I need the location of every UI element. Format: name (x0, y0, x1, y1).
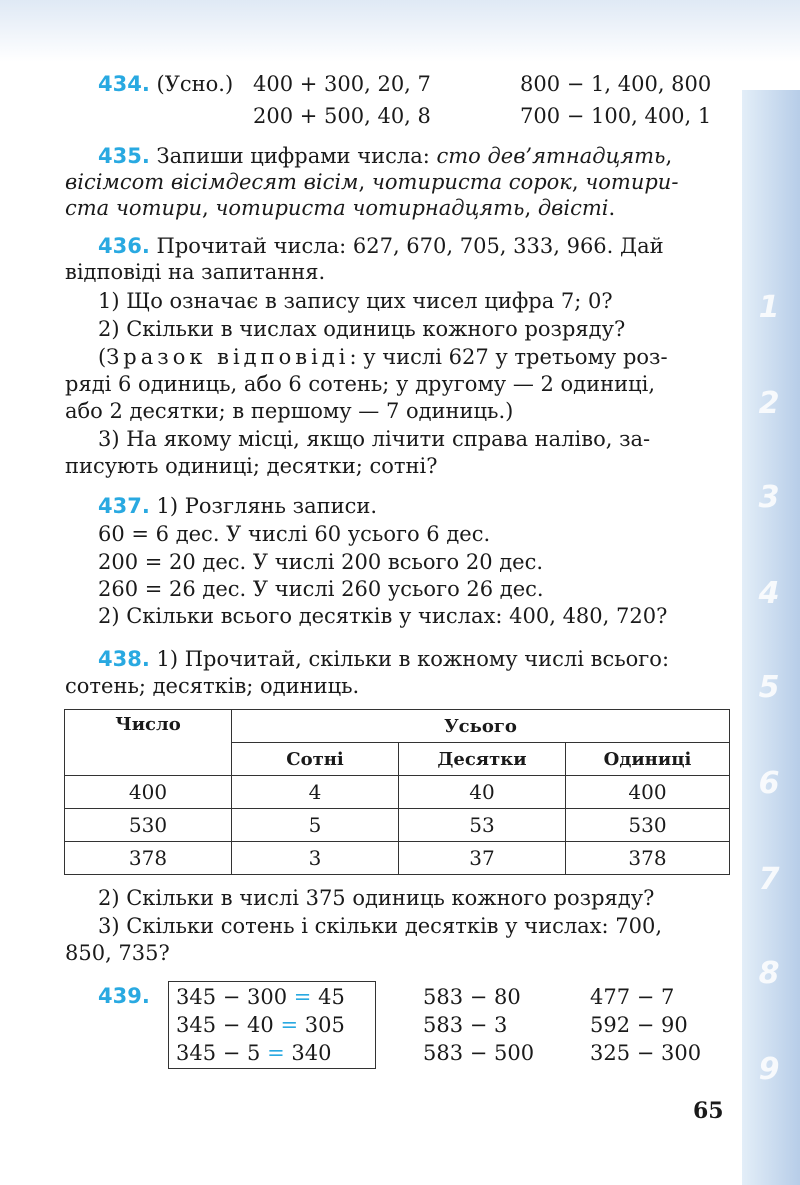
ex439-expr: 583 − 3 (423, 1013, 508, 1037)
ex436-line1 (98, 232, 664, 260)
equals-sign: = (280, 1013, 299, 1037)
side-tab-5: 5 (758, 670, 780, 705)
ex435-c3: , (571, 170, 586, 194)
ex435-c4: , (201, 196, 216, 220)
ex439-expr: 477 − 7 (590, 985, 675, 1009)
ex437-t1: 1) Розглянь записи. (156, 494, 378, 518)
ex436-t2: відповіді на запитання. (65, 260, 326, 284)
side-tab-2: 2 (758, 386, 780, 421)
side-tab-9: 9 (758, 1052, 780, 1087)
exercise-number: 437. (98, 494, 150, 518)
ex434-line1 (98, 70, 233, 98)
table-cell: 40 (399, 776, 566, 809)
table-cell: 37 (399, 842, 566, 875)
table-cell: 530 (65, 809, 232, 842)
col-header-total: Усього (232, 710, 730, 743)
exercise-number: 436. (98, 234, 150, 258)
exercise-number: 439. (98, 984, 150, 1008)
table-row (65, 776, 730, 809)
ex435-line1 (98, 142, 672, 170)
side-tab-7: 7 (758, 862, 780, 897)
ex435-i5: ста чотири (65, 196, 202, 220)
col-header-tens: Десятки (399, 743, 566, 776)
ex436-sample (98, 343, 668, 371)
ex435-c2: , (358, 170, 372, 194)
ex435-i6: чотириста чотирнадцять (215, 196, 525, 220)
ex439-expr: 583 − 500 (423, 1041, 535, 1065)
side-tab-3: 3 (758, 480, 780, 515)
table-cell: 378 (566, 842, 730, 875)
ex436-s-rest: : у числі 627 у третьому роз- (349, 345, 668, 369)
ex435-i1: сто дев’ятнадцять (436, 144, 666, 168)
col-header-hundreds: Сотні (232, 743, 399, 776)
col-header-number: Число (65, 710, 232, 776)
ex439-boxed-row (176, 1039, 331, 1067)
ex436-q1: 1) Що означає в запису цих чисел цифра 7; 0? (98, 289, 613, 313)
ex435-line3 (65, 194, 615, 222)
ex439-boxed-row (176, 1011, 345, 1039)
table-cell: 4 (232, 776, 399, 809)
ex437-r1: 60 = 6 дес. У числі 60 усього 6 дес. (98, 522, 491, 546)
ex439-expr: 325 − 300 (590, 1041, 702, 1065)
ex438-t1: 1) Прочитай, скільки в кожному числі всього: (156, 647, 670, 671)
ex434-prefix: (Усно.) (156, 72, 234, 96)
expr-left: 345 − 300 (176, 985, 294, 1009)
ex436-s-open: ( (98, 345, 107, 369)
ex434-l1: 400 + 300, 20, 7 (253, 72, 431, 96)
ex437-r3: 260 = 26 дес. У числі 260 усього 26 дес. (98, 577, 544, 601)
page-number: 65 (693, 1098, 724, 1124)
ex437-line1 (98, 492, 377, 520)
ex438-q3b: 850, 735? (65, 941, 170, 965)
expr-result: 305 (298, 1013, 345, 1037)
ex434-l2: 200 + 500, 40, 8 (253, 104, 431, 128)
ex436-s-label: Зразок відповіді (106, 345, 350, 369)
ex434-r1: 800 − 1, 400, 800 (520, 72, 712, 96)
side-tab-band (742, 90, 800, 1185)
ex436-q3a: 3) На якому місці, якщо лічити справа наліво, за- (98, 427, 651, 451)
ex435-i4: чотири- (585, 170, 679, 194)
ex435-c5: , (524, 196, 538, 220)
ex435-i2: вісімсот вісімдесят вісім (65, 170, 359, 194)
ex435-i7: двісті (537, 196, 609, 220)
exercise-number: 434. (98, 72, 150, 96)
ex435-i3: чотириста сорок (371, 170, 572, 194)
ex435-c6: . (608, 196, 616, 220)
ex436-q3b: писують одиниці; десятки; сотні? (65, 454, 438, 478)
ex437-q2: 2) Скільки всього десятків у числах: 400, 480, 720? (98, 604, 668, 628)
table-cell: 530 (566, 809, 730, 842)
equals-sign: = (293, 985, 312, 1009)
table-row (65, 809, 730, 842)
ex435-line2 (65, 168, 678, 196)
ex438-q2: 2) Скільки в числі 375 одиниць кожного розряду? (98, 886, 655, 910)
exercise-number: 435. (98, 144, 150, 168)
ex436-t1: Прочитай числа: 627, 670, 705, 333, 966. Дай (156, 234, 664, 258)
ex437-r2: 200 = 20 дес. У числі 200 всього 20 дес. (98, 550, 544, 574)
ex439-expr: 583 − 80 (423, 985, 521, 1009)
ex435-t1: Запиши цифрами числа: (156, 144, 437, 168)
side-tab-6: 6 (758, 766, 780, 801)
table-cell: 3 (232, 842, 399, 875)
ex439-boxed-row (176, 983, 345, 1011)
expr-result: 45 (311, 985, 345, 1009)
table-cell: 400 (65, 776, 232, 809)
side-tab-8: 8 (758, 956, 780, 991)
ex438-line1 (98, 645, 669, 673)
top-band (0, 0, 800, 62)
table-cell: 5 (232, 809, 399, 842)
col-header-units: Одиниці (566, 743, 730, 776)
side-tab-1: 1 (758, 290, 780, 325)
table-cell: 400 (566, 776, 730, 809)
ex438-q3a: 3) Скільки сотень і скільки десятків у числах: 700, (98, 914, 663, 938)
table-cell: 378 (65, 842, 232, 875)
ex436-s2: ряді 6 одиниць, або 6 сотень; у другому — 2 одиниці, (65, 372, 655, 396)
table-row (65, 842, 730, 875)
expr-left: 345 − 40 (176, 1013, 281, 1037)
equals-sign: = (267, 1041, 285, 1065)
table-cell: 53 (399, 809, 566, 842)
side-tab-4: 4 (758, 576, 780, 611)
ex438-t2: сотень; десятків; одиниць. (65, 674, 360, 698)
numbers-table (64, 709, 730, 875)
expr-left: 345 − 5 (176, 1041, 268, 1065)
ex435-c1: , (665, 144, 673, 168)
exercise-number: 438. (98, 647, 150, 671)
ex436-q2: 2) Скільки в числах одиниць кожного розряду? (98, 317, 626, 341)
expr-result: 340 (284, 1041, 332, 1065)
ex439-expr: 592 − 90 (590, 1013, 688, 1037)
ex436-s3: або 2 десятки; в першому — 7 одиниць.) (65, 399, 514, 423)
ex434-r2: 700 − 100, 400, 1 (520, 104, 712, 128)
ex439-number (98, 982, 150, 1010)
